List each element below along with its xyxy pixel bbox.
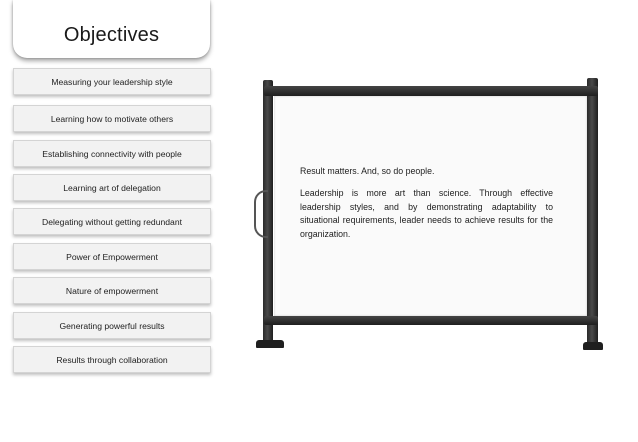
menu-item-delegation[interactable]: Learning art of delegation — [13, 174, 211, 201]
page-title: Objectives — [63, 24, 160, 46]
screen-bottom-bar — [264, 316, 598, 325]
menu-item-delegating-without-redundant[interactable]: Delegating without getting redundant — [13, 208, 211, 235]
screen-right-foot — [583, 342, 603, 350]
screen-paragraph: Leadership is more art than science. Through effective leadership styles, and by demonstrating adaptability to situational requirements, leader needs to achieve results for the organization. — [300, 188, 553, 239]
menu-item-leadership-style[interactable]: Measuring your leadership style — [13, 68, 211, 95]
screen-content — [300, 165, 553, 241]
menu-item-collaboration[interactable]: Results through collaboration — [13, 346, 211, 373]
menu-item-nature-of-empowerment[interactable]: Nature of empowerment — [13, 277, 211, 304]
screen-handle — [254, 190, 268, 238]
title-tab — [13, 0, 210, 58]
screen-left-foot — [256, 340, 284, 348]
screen-top-bar — [264, 86, 598, 96]
menu-item-motivate-others[interactable]: Learning how to motivate others — [13, 105, 211, 132]
screen-right-pole — [587, 78, 598, 348]
menu-item-connectivity[interactable]: Establishing connectivity with people — [13, 140, 211, 167]
menu-item-powerful-results[interactable]: Generating powerful results — [13, 312, 211, 339]
menu-item-power-of-empowerment[interactable]: Power of Empowerment — [13, 243, 211, 270]
screen-headline: Result matters. And, so do people. — [300, 166, 435, 176]
